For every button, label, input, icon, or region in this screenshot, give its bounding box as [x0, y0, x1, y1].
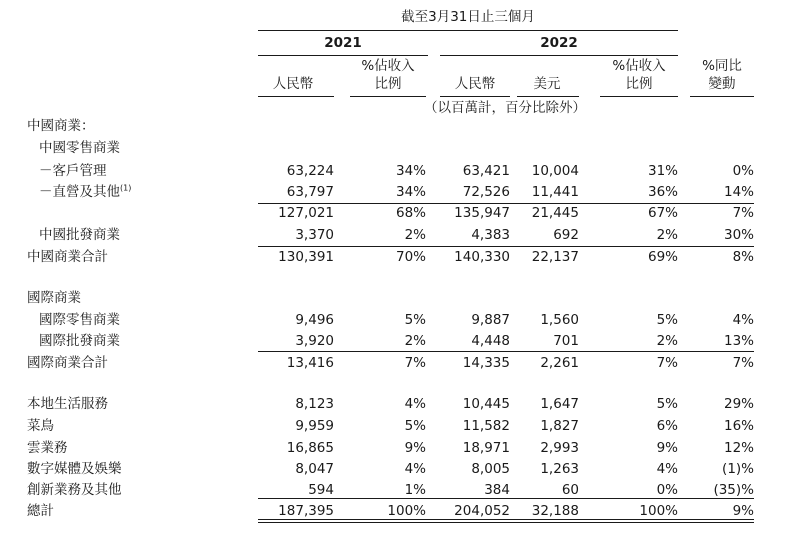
period-heading: 截至3月31日止三個月 — [401, 9, 535, 25]
cell-pct-2021: 2% — [404, 333, 426, 349]
cell-pct-2021: 70% — [395, 249, 426, 265]
row-label: －客戶管理 — [39, 163, 107, 179]
year-2022-underline — [440, 55, 678, 56]
cell-pct-2022: 31% — [647, 163, 678, 179]
cell-usd-2022: 1,647 — [540, 396, 579, 412]
cell-rmb-2022: 135,947 — [454, 205, 510, 221]
cell-pct-2021: 4% — [404, 396, 426, 412]
cell-usd-2022: 32,188 — [531, 503, 579, 519]
total-double-rule-bottom — [258, 522, 754, 523]
cell-yoy: 13% — [723, 333, 754, 349]
unit-note: （以百萬計，百分比除外） — [424, 100, 586, 116]
year-2021-heading: 2021 — [324, 35, 362, 51]
cell-pct-2022: 7% — [656, 355, 678, 371]
cell-yoy: 0% — [732, 163, 754, 179]
row-label: 菜鳥 — [27, 418, 54, 434]
col-pct-2021-line2: 比例 — [374, 76, 402, 92]
cell-pct-2021: 68% — [395, 205, 426, 221]
cell-pct-2022: 67% — [647, 205, 678, 221]
cell-yoy: 8% — [732, 249, 754, 265]
cell-pct-2022: 36% — [647, 184, 678, 200]
cell-rmb-2021: 8,047 — [295, 461, 334, 477]
cell-rmb-2021: 594 — [308, 482, 334, 498]
col-rmb-2022: 人民幣 — [454, 76, 496, 92]
col-pct-2022-line1: %佔收入 — [612, 58, 666, 74]
footnote-marker: (1) — [120, 183, 132, 193]
cell-rmb-2022: 10,445 — [462, 396, 510, 412]
cell-rmb-2022: 18,971 — [462, 440, 510, 456]
cell-usd-2022: 1,560 — [540, 312, 579, 328]
cell-yoy: 4% — [732, 312, 754, 328]
cell-rmb-2022: 8,005 — [471, 461, 510, 477]
cell-usd-2022: 692 — [553, 227, 579, 243]
row-label: 國際商業 — [27, 290, 81, 306]
cell-rmb-2021: 63,224 — [286, 163, 334, 179]
cell-yoy: 16% — [723, 418, 754, 434]
cell-pct-2021: 5% — [404, 418, 426, 434]
cell-rmb-2022: 14,335 — [462, 355, 510, 371]
col-pct-2022-underline — [600, 96, 678, 97]
cell-usd-2022: 11,441 — [531, 184, 579, 200]
cell-pct-2021: 2% — [404, 227, 426, 243]
cell-pct-2022: 100% — [639, 503, 678, 519]
col-rmb-2021-underline — [258, 96, 334, 97]
cell-rmb-2022: 4,383 — [471, 227, 510, 243]
row-label: 數字媒體及娛樂 — [27, 461, 122, 477]
cell-rmb-2022: 4,448 — [471, 333, 510, 349]
row-label: 雲業務 — [27, 440, 68, 456]
cell-pct-2021: 4% — [404, 461, 426, 477]
cell-rmb-2022: 9,887 — [471, 312, 510, 328]
col-rmb-2021: 人民幣 — [272, 76, 314, 92]
cell-yoy: 29% — [723, 396, 754, 412]
row-label: 國際批發商業 — [39, 333, 120, 349]
cell-pct-2021: 5% — [404, 312, 426, 328]
col-pct-2022-line2: 比例 — [625, 76, 653, 92]
cell-yoy: 7% — [732, 355, 754, 371]
col-usd-2022-underline — [517, 96, 579, 97]
cell-usd-2022: 1,827 — [540, 418, 579, 434]
cell-pct-2021: 34% — [395, 163, 426, 179]
cell-rmb-2021: 63,797 — [286, 184, 334, 200]
row-label: －直營及其他$^{(1)}$ — [39, 183, 132, 200]
subtotal-rule-intl — [258, 351, 754, 352]
cell-pct-2022: 69% — [647, 249, 678, 265]
subtotal-rule-china — [258, 246, 754, 247]
cell-pct-2022: 0% — [656, 482, 678, 498]
cell-pct-2022: 4% — [656, 461, 678, 477]
cell-usd-2022: 701 — [553, 333, 579, 349]
row-label: 中國商業： — [27, 118, 95, 134]
cell-pct-2022: 2% — [656, 227, 678, 243]
cell-usd-2022: 22,137 — [531, 249, 579, 265]
year-2021-underline — [258, 55, 428, 56]
cell-yoy: 12% — [723, 440, 754, 456]
cell-pct-2022: 6% — [656, 418, 678, 434]
cell-pct-2021: 34% — [395, 184, 426, 200]
row-label: 國際商業合計 — [27, 355, 108, 371]
col-yoy-line2: 變動 — [708, 76, 736, 92]
cell-usd-2022: 2,993 — [540, 440, 579, 456]
cell-rmb-2022: 140,330 — [454, 249, 510, 265]
cell-rmb-2022: 384 — [484, 482, 510, 498]
row-label: 中國零售商業 — [39, 140, 120, 156]
cell-pct-2022: 5% — [656, 396, 678, 412]
cell-rmb-2022: 63,421 — [462, 163, 510, 179]
year-2022-heading: 2022 — [540, 35, 578, 51]
cell-rmb-2022: 72,526 — [462, 184, 510, 200]
row-label: 中國商業合計 — [27, 249, 108, 265]
cell-rmb-2021: 16,865 — [286, 440, 334, 456]
cell-usd-2022: 1,263 — [540, 461, 579, 477]
cell-usd-2022: 2,261 — [540, 355, 579, 371]
cell-rmb-2021: 130,391 — [278, 249, 334, 265]
cell-yoy: 30% — [723, 227, 754, 243]
row-label: 總計 — [27, 503, 54, 519]
subtotal-rule-retail — [258, 203, 754, 204]
cell-yoy: (1)% — [722, 461, 754, 477]
cell-rmb-2021: 9,959 — [295, 418, 334, 434]
cell-pct-2022: 9% — [656, 440, 678, 456]
period-underline — [258, 30, 678, 31]
cell-rmb-2021: 13,416 — [286, 355, 334, 371]
cell-rmb-2021: 187,395 — [278, 503, 334, 519]
cell-yoy: 9% — [732, 503, 754, 519]
col-usd-2022: 美元 — [533, 76, 561, 92]
col-yoy-underline — [690, 96, 754, 97]
col-yoy-line1: %同比 — [702, 58, 742, 74]
cell-rmb-2021: 8,123 — [295, 396, 334, 412]
cell-pct-2021: 7% — [404, 355, 426, 371]
col-pct-2021-line1: %佔收入 — [361, 58, 415, 74]
cell-pct-2021: 9% — [404, 440, 426, 456]
cell-usd-2022: 21,445 — [531, 205, 579, 221]
cell-usd-2022: 60 — [561, 482, 579, 498]
total-double-rule-top — [258, 519, 754, 520]
cell-yoy: 14% — [723, 184, 754, 200]
cell-rmb-2021: 3,920 — [295, 333, 334, 349]
cell-rmb-2021: 3,370 — [295, 227, 334, 243]
cell-pct-2022: 5% — [656, 312, 678, 328]
col-rmb-2022-underline — [440, 96, 510, 97]
row-label: 中國批發商業 — [39, 227, 120, 243]
cell-usd-2022: 10,004 — [531, 163, 579, 179]
cell-yoy: 7% — [732, 205, 754, 221]
cell-rmb-2021: 127,021 — [278, 205, 334, 221]
row-label: 創新業務及其他 — [27, 482, 122, 498]
cell-yoy: (35)% — [713, 482, 754, 498]
cell-pct-2021: 100% — [387, 503, 426, 519]
row-label: 本地生活服務 — [27, 396, 108, 412]
row-label: 國際零售商業 — [39, 312, 120, 328]
cell-rmb-2022: 204,052 — [454, 503, 510, 519]
cell-pct-2022: 2% — [656, 333, 678, 349]
subtotal-rule-grand — [258, 498, 754, 499]
cell-rmb-2022: 11,582 — [462, 418, 510, 434]
cell-rmb-2021: 9,496 — [295, 312, 334, 328]
col-pct-2021-underline — [350, 96, 426, 97]
cell-pct-2021: 1% — [404, 482, 426, 498]
